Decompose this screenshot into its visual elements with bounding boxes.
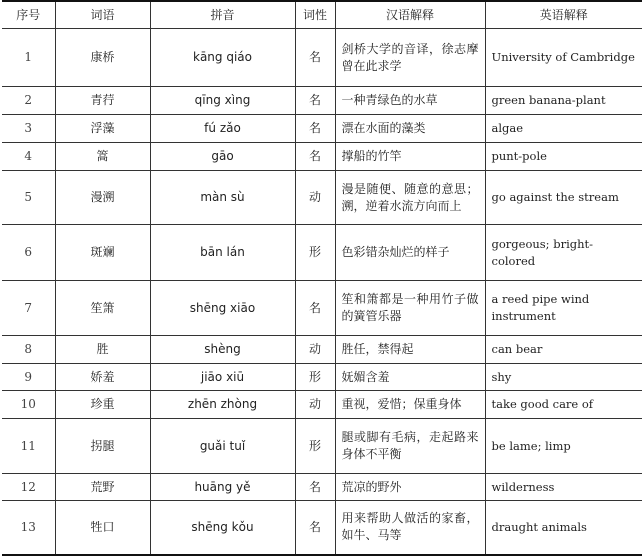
cell-english-explanation: go against the stream: [485, 171, 642, 225]
cell-chinese-explanation: 剑桥大学的音译，徐志摩曾在此求学: [335, 29, 485, 87]
cell-index: 10: [2, 391, 55, 419]
cell-part-of-speech: 形: [295, 419, 335, 474]
cell-index: 7: [2, 281, 55, 336]
cell-index: 4: [2, 143, 55, 171]
table-row: [2, 29, 642, 87]
table-row: [2, 225, 642, 281]
cell-part-of-speech: 名: [295, 29, 335, 87]
table-row: [2, 281, 642, 336]
cell-english-explanation: can bear: [485, 336, 642, 364]
cell-part-of-speech: 名: [295, 115, 335, 143]
cell-chinese-explanation: 漂在水面的藻类: [335, 115, 485, 143]
table-row: [2, 171, 642, 225]
cell-english-explanation: draught animals: [485, 501, 642, 555]
cell-pinyin: shēng kǒu: [150, 501, 295, 555]
cell-index: 5: [2, 171, 55, 225]
cell-chinese-explanation: 撑船的竹竿: [335, 143, 485, 171]
cell-word: 青荇: [55, 87, 150, 115]
cell-index: 2: [2, 87, 55, 115]
table-row: [2, 336, 642, 364]
header-pinyin: 拼音: [150, 1, 295, 29]
cell-part-of-speech: 名: [295, 474, 335, 501]
cell-index: 12: [2, 474, 55, 501]
cell-word: 斑斓: [55, 225, 150, 281]
cell-english-explanation: wilderness: [485, 474, 642, 501]
cell-word: 浮藻: [55, 115, 150, 143]
table-row: [2, 364, 642, 391]
cell-pinyin: shèng: [150, 336, 295, 364]
cell-english-explanation: a reed pipe wind instrument: [485, 281, 642, 336]
cell-word: 漫溯: [55, 171, 150, 225]
cell-index: 9: [2, 364, 55, 391]
cell-english-explanation: gorgeous; bright-colored: [485, 225, 642, 281]
cell-part-of-speech: 名: [295, 87, 335, 115]
cell-pinyin: shēng xiāo: [150, 281, 295, 336]
cell-word: 娇羞: [55, 364, 150, 391]
cell-chinese-explanation: 妩媚含羞: [335, 364, 485, 391]
cell-index: 11: [2, 419, 55, 474]
cell-english-explanation: take good care of: [485, 391, 642, 419]
table-body: [2, 29, 642, 555]
cell-chinese-explanation: 笙和箫都是一种用竹子做的簧管乐器: [335, 281, 485, 336]
cell-english-explanation: shy: [485, 364, 642, 391]
cell-chinese-explanation: 色彩错杂灿烂的样子: [335, 225, 485, 281]
cell-pinyin: kāng qiáo: [150, 29, 295, 87]
header-english-explanation: 英语解释: [485, 1, 642, 29]
cell-english-explanation: green banana-plant: [485, 87, 642, 115]
table-row: [2, 474, 642, 501]
cell-word: 荒野: [55, 474, 150, 501]
cell-part-of-speech: 动: [295, 171, 335, 225]
cell-index: 1: [2, 29, 55, 87]
cell-pinyin: qīng xìng: [150, 87, 295, 115]
vocabulary-table: [2, 0, 642, 556]
cell-pinyin: fú zǎo: [150, 115, 295, 143]
cell-chinese-explanation: 一种青绿色的水草: [335, 87, 485, 115]
table-row: [2, 87, 642, 115]
table-row: [2, 391, 642, 419]
cell-english-explanation: University of Cambridge: [485, 29, 642, 87]
cell-index: 8: [2, 336, 55, 364]
cell-word: 牲口: [55, 501, 150, 555]
header-part-of-speech: 词性: [295, 1, 335, 29]
cell-english-explanation: algae: [485, 115, 642, 143]
cell-chinese-explanation: 胜任，禁得起: [335, 336, 485, 364]
cell-pinyin: màn sù: [150, 171, 295, 225]
header-index: 序号: [2, 1, 55, 29]
cell-part-of-speech: 形: [295, 364, 335, 391]
cell-chinese-explanation: 腿或脚有毛病，走起路来身体不平衡: [335, 419, 485, 474]
cell-pinyin: huāng yě: [150, 474, 295, 501]
cell-word: 笙箫: [55, 281, 150, 336]
cell-pinyin: zhēn zhòng: [150, 391, 295, 419]
cell-part-of-speech: 动: [295, 336, 335, 364]
vocabulary-table-container: [2, 0, 642, 553]
cell-english-explanation: be lame; limp: [485, 419, 642, 474]
cell-pinyin: jiāo xiū: [150, 364, 295, 391]
table-row: [2, 115, 642, 143]
cell-index: 6: [2, 225, 55, 281]
cell-part-of-speech: 名: [295, 281, 335, 336]
cell-part-of-speech: 形: [295, 225, 335, 281]
cell-pinyin: gāo: [150, 143, 295, 171]
cell-chinese-explanation: 荒凉的野外: [335, 474, 485, 501]
table-row: [2, 501, 642, 555]
table-row: [2, 143, 642, 171]
cell-word: 珍重: [55, 391, 150, 419]
cell-part-of-speech: 名: [295, 143, 335, 171]
header-row: [2, 1, 642, 29]
cell-word: 拐腿: [55, 419, 150, 474]
cell-chinese-explanation: 用来帮助人做活的家畜，如牛、马等: [335, 501, 485, 555]
table-row: [2, 419, 642, 474]
cell-pinyin: guǎi tuǐ: [150, 419, 295, 474]
cell-pinyin: bān lán: [150, 225, 295, 281]
cell-english-explanation: punt-pole: [485, 143, 642, 171]
cell-word: 康桥: [55, 29, 150, 87]
cell-index: 3: [2, 115, 55, 143]
cell-word: 胜: [55, 336, 150, 364]
header-word: 词语: [55, 1, 150, 29]
cell-part-of-speech: 名: [295, 501, 335, 555]
cell-word: 篙: [55, 143, 150, 171]
header-chinese-explanation: 汉语解释: [335, 1, 485, 29]
cell-chinese-explanation: 重视，爱惜；保重身体: [335, 391, 485, 419]
cell-chinese-explanation: 漫是随便、随意的意思；溯，逆着水流方向而上: [335, 171, 485, 225]
cell-index: 13: [2, 501, 55, 555]
cell-part-of-speech: 动: [295, 391, 335, 419]
